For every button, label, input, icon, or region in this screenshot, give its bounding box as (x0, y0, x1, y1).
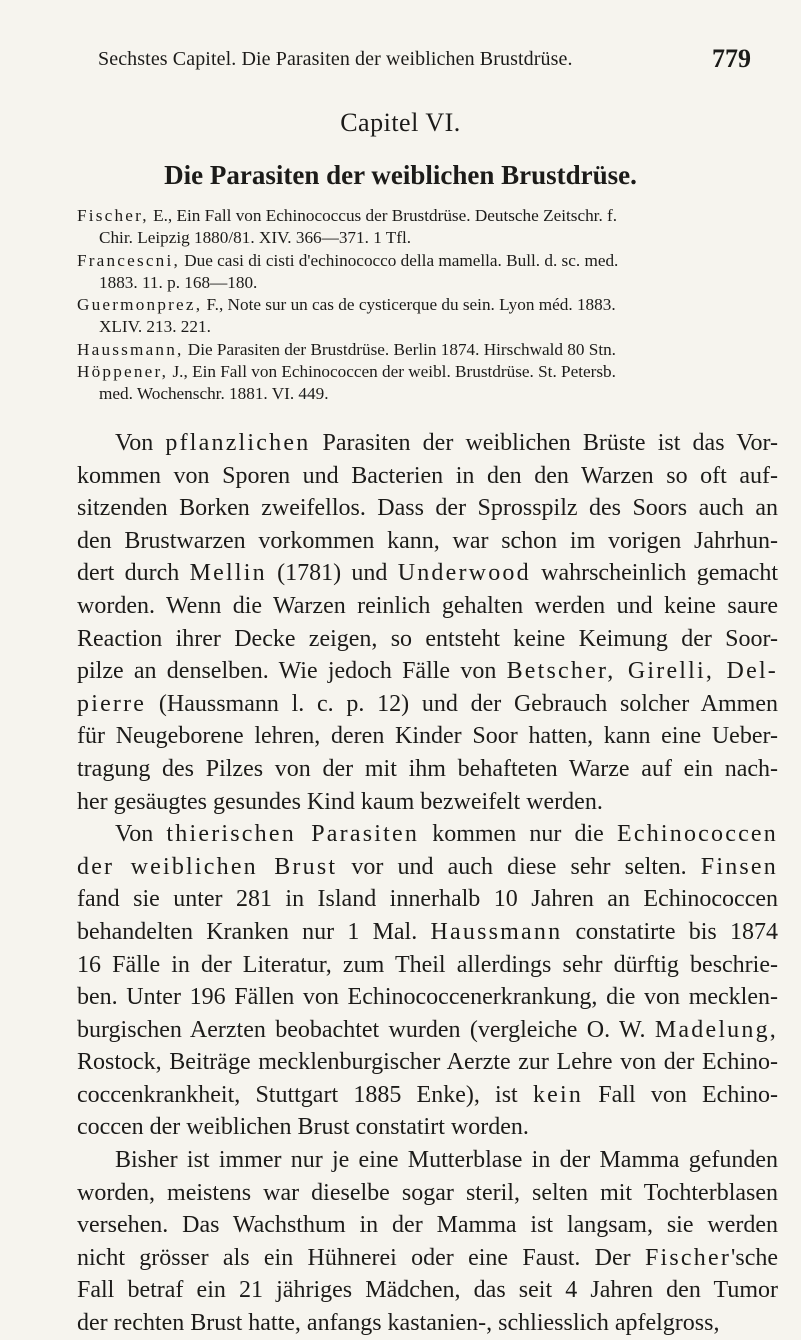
text-line (77, 492, 778, 525)
text-line (77, 883, 778, 916)
body-text (77, 427, 778, 1340)
emphasized-text: Mellin (189, 560, 267, 587)
emphasized-text: pflanzlichen (165, 430, 311, 456)
bibliography-entry (77, 361, 777, 406)
bibliography-entry (77, 339, 777, 361)
chapter-label: Capitel VI. (340, 108, 461, 137)
bibliography-entry (77, 205, 777, 250)
line-text: dert durch (77, 560, 190, 587)
text-line (77, 949, 778, 982)
text-line (77, 720, 778, 753)
bibliography-text: Due casi di cisti d'echinococco della mamella. Bull. d. sc. med. (179, 250, 619, 270)
line-text: für Neugeborene lehren, deren Kinder Soor hatten, kann eine Ueber- (77, 723, 778, 750)
text-line (77, 818, 778, 851)
line-text: (Haussmann l. c. p. 12) und der Gebrauch solcher Ammen (146, 690, 778, 717)
line-text: Fall von Echino- (583, 1081, 778, 1108)
line-text: versehen. Das Wachsthum in der Mamma ist langsam, sie werden (77, 1212, 778, 1239)
paragraph-mother-bladder (77, 1144, 778, 1340)
text-line (77, 1046, 778, 1079)
bibliography-author: Haussmann, (77, 339, 184, 359)
text-line (77, 590, 778, 623)
bibliography-entry (77, 250, 777, 295)
line-text: Rostock, Beiträge mecklenburgischer Aerzte zur Lehre von der Echino- (77, 1049, 778, 1076)
running-head (0, 44, 801, 84)
text-line (77, 786, 778, 819)
bibliography-text: E., Ein Fall von Echinococcus der Brustdrüse. Deutsche Zeitschr. f. (148, 206, 618, 225)
line-text: worden. Wenn die Warzen reinlich gehalten werden und keine saure (77, 592, 778, 619)
line-text: Reaction ihrer Decke zeigen, so entsteht keine Keimung der Soor- (77, 625, 778, 652)
line-text: (1781) und (266, 560, 398, 587)
text-line (77, 525, 778, 558)
line-text: Fall betraf ein 21 jähriges Mädchen, das seit 4 Jahren den Tumor (77, 1277, 778, 1304)
text-line (77, 753, 778, 786)
line-text: vor und auch diese sehr selten. (337, 853, 701, 880)
line-text: kommen nur die (419, 821, 617, 848)
bibliography-text: XLIV. 213. 221. (99, 317, 211, 337)
line-text: coccenkrankheit, Stuttgart 1885 Enke), ist (77, 1081, 533, 1108)
text-line (77, 851, 778, 884)
emphasized-text: kein (532, 1081, 584, 1108)
line-text: tragung des Pilzes von der mit ihm behafteten Warze auf ein nach- (77, 755, 778, 782)
line-text: constatirte bis 1874 (562, 918, 778, 945)
line-text: Von (115, 430, 166, 456)
bibliography-author: Fischer, (77, 206, 149, 225)
text-line (77, 1014, 778, 1047)
line-text: wahrscheinlich gemacht (530, 560, 778, 587)
line-text: fand sie unter 281 in Island innerhalb 10 Jahren an Echinococcen (77, 886, 778, 913)
line-text: ben. Unter 196 Fällen von Echinococcenerkrankung, die von mecklen- (77, 984, 778, 1011)
emphasized-text: Echinococcen (617, 821, 778, 848)
emphasized-text: Haussmann (430, 918, 563, 945)
line-text: coccen der weiblichen Brust constatirt worden. (77, 1114, 529, 1141)
line-text: Bisher ist immer nur je eine Mutterblase in der Mamma gefunden (115, 1147, 778, 1174)
text-line (77, 916, 778, 949)
line-text: nicht grösser als ein Hühnerei oder eine Faust. Der (77, 1244, 645, 1271)
bibliography-author: Francescni, (77, 250, 180, 270)
bibliography-text: J., Ein Fall von Echinococcen der weibl. Brustdrüse. St. Petersb. (168, 362, 616, 382)
line-text: worden, meistens war dieselbe sogar steril, selten mit Tochterblasen (77, 1179, 778, 1206)
bibliography (77, 205, 777, 406)
paragraph-plant-parasites (77, 427, 778, 818)
emphasized-text: thierischen Parasiten (166, 821, 420, 848)
running-head-title: Sechstes Capitel. Die Parasiten der weiblichen Brustdrüse. (98, 48, 573, 70)
bibliography-author: Höppener, (77, 362, 169, 382)
line-text: pilze an denselben. Wie jedoch Fälle von (77, 658, 507, 685)
text-line (77, 557, 778, 590)
text-line (77, 460, 778, 493)
text-line (77, 655, 778, 688)
text-line (77, 1307, 778, 1340)
line-text: der rechten Brust hatte, anfangs kastanien-, schliesslich apfelgross, (77, 1310, 720, 1337)
emphasized-text: Finsen (700, 853, 778, 880)
line-text: Von (115, 821, 167, 848)
line-text: 16 Fälle in der Literatur, zum Theil allerdings sehr dürftig beschrie- (77, 951, 778, 978)
emphasized-text: Fischer (644, 1244, 732, 1271)
chapter-title: Die Parasiten der weiblichen Brustdrüse. (164, 160, 637, 190)
line-text: Parasiten der weiblichen Brüste ist das Vor- (310, 430, 778, 456)
line-text: sitzenden Borken zweifellos. Dass der Sprosspilz des Soors auch an (77, 495, 778, 522)
line-text: kommen von Sporen und Bacterien in den den Warzen so oft auf- (77, 462, 778, 489)
text-line (77, 1242, 778, 1275)
bibliography-text: med. Wochenschr. 1881. VI. 449. (99, 384, 329, 404)
text-line (77, 1111, 778, 1144)
text-line (77, 1079, 778, 1112)
text-line (77, 981, 778, 1014)
text-line (77, 1177, 778, 1210)
text-line (77, 427, 778, 460)
paragraph-animal-parasites (77, 818, 778, 1144)
text-line (77, 1209, 778, 1242)
bibliography-text: Chir. Leipzig 1880/81. XIV. 366—371. 1 Tfl. (99, 228, 412, 248)
emphasized-text: Madelung, (654, 1016, 778, 1043)
page-number: 779 (712, 44, 751, 73)
text-line (77, 688, 778, 721)
bibliography-text: 1883. 11. p. 168—180. (99, 272, 258, 292)
text-line (77, 1274, 778, 1307)
text-line (77, 623, 778, 656)
emphasized-text: Underwood (397, 560, 531, 587)
line-text: 'sche (731, 1244, 778, 1271)
line-text: burgischen Aerzten beobachtet wurden (vergleiche O. W. (77, 1016, 655, 1043)
bibliography-text: F., Note sur un cas de cysticerque du sein. Lyon méd. 1883. (202, 295, 616, 315)
line-text: her gesäugtes gesundes Kind kaum bezweifelt werden. (77, 788, 603, 815)
line-text: behandelten Kranken nur 1 Mal. (77, 918, 431, 945)
bibliography-text: Die Parasiten der Brustdrüse. Berlin 1874. Hirschwald 80 Stn. (183, 339, 616, 359)
bibliography-author: Guermonprez, (77, 295, 203, 315)
text-line (77, 1144, 778, 1177)
emphasized-text: Betscher, Girelli, Del- (506, 658, 779, 685)
line-text: den Brustwarzen vorkommen kann, war schon im vorigen Jahrhun- (77, 527, 778, 554)
bibliography-entry (77, 294, 777, 339)
emphasized-text: pierre (77, 690, 147, 717)
emphasized-text: der weiblichen Brust (77, 853, 338, 880)
